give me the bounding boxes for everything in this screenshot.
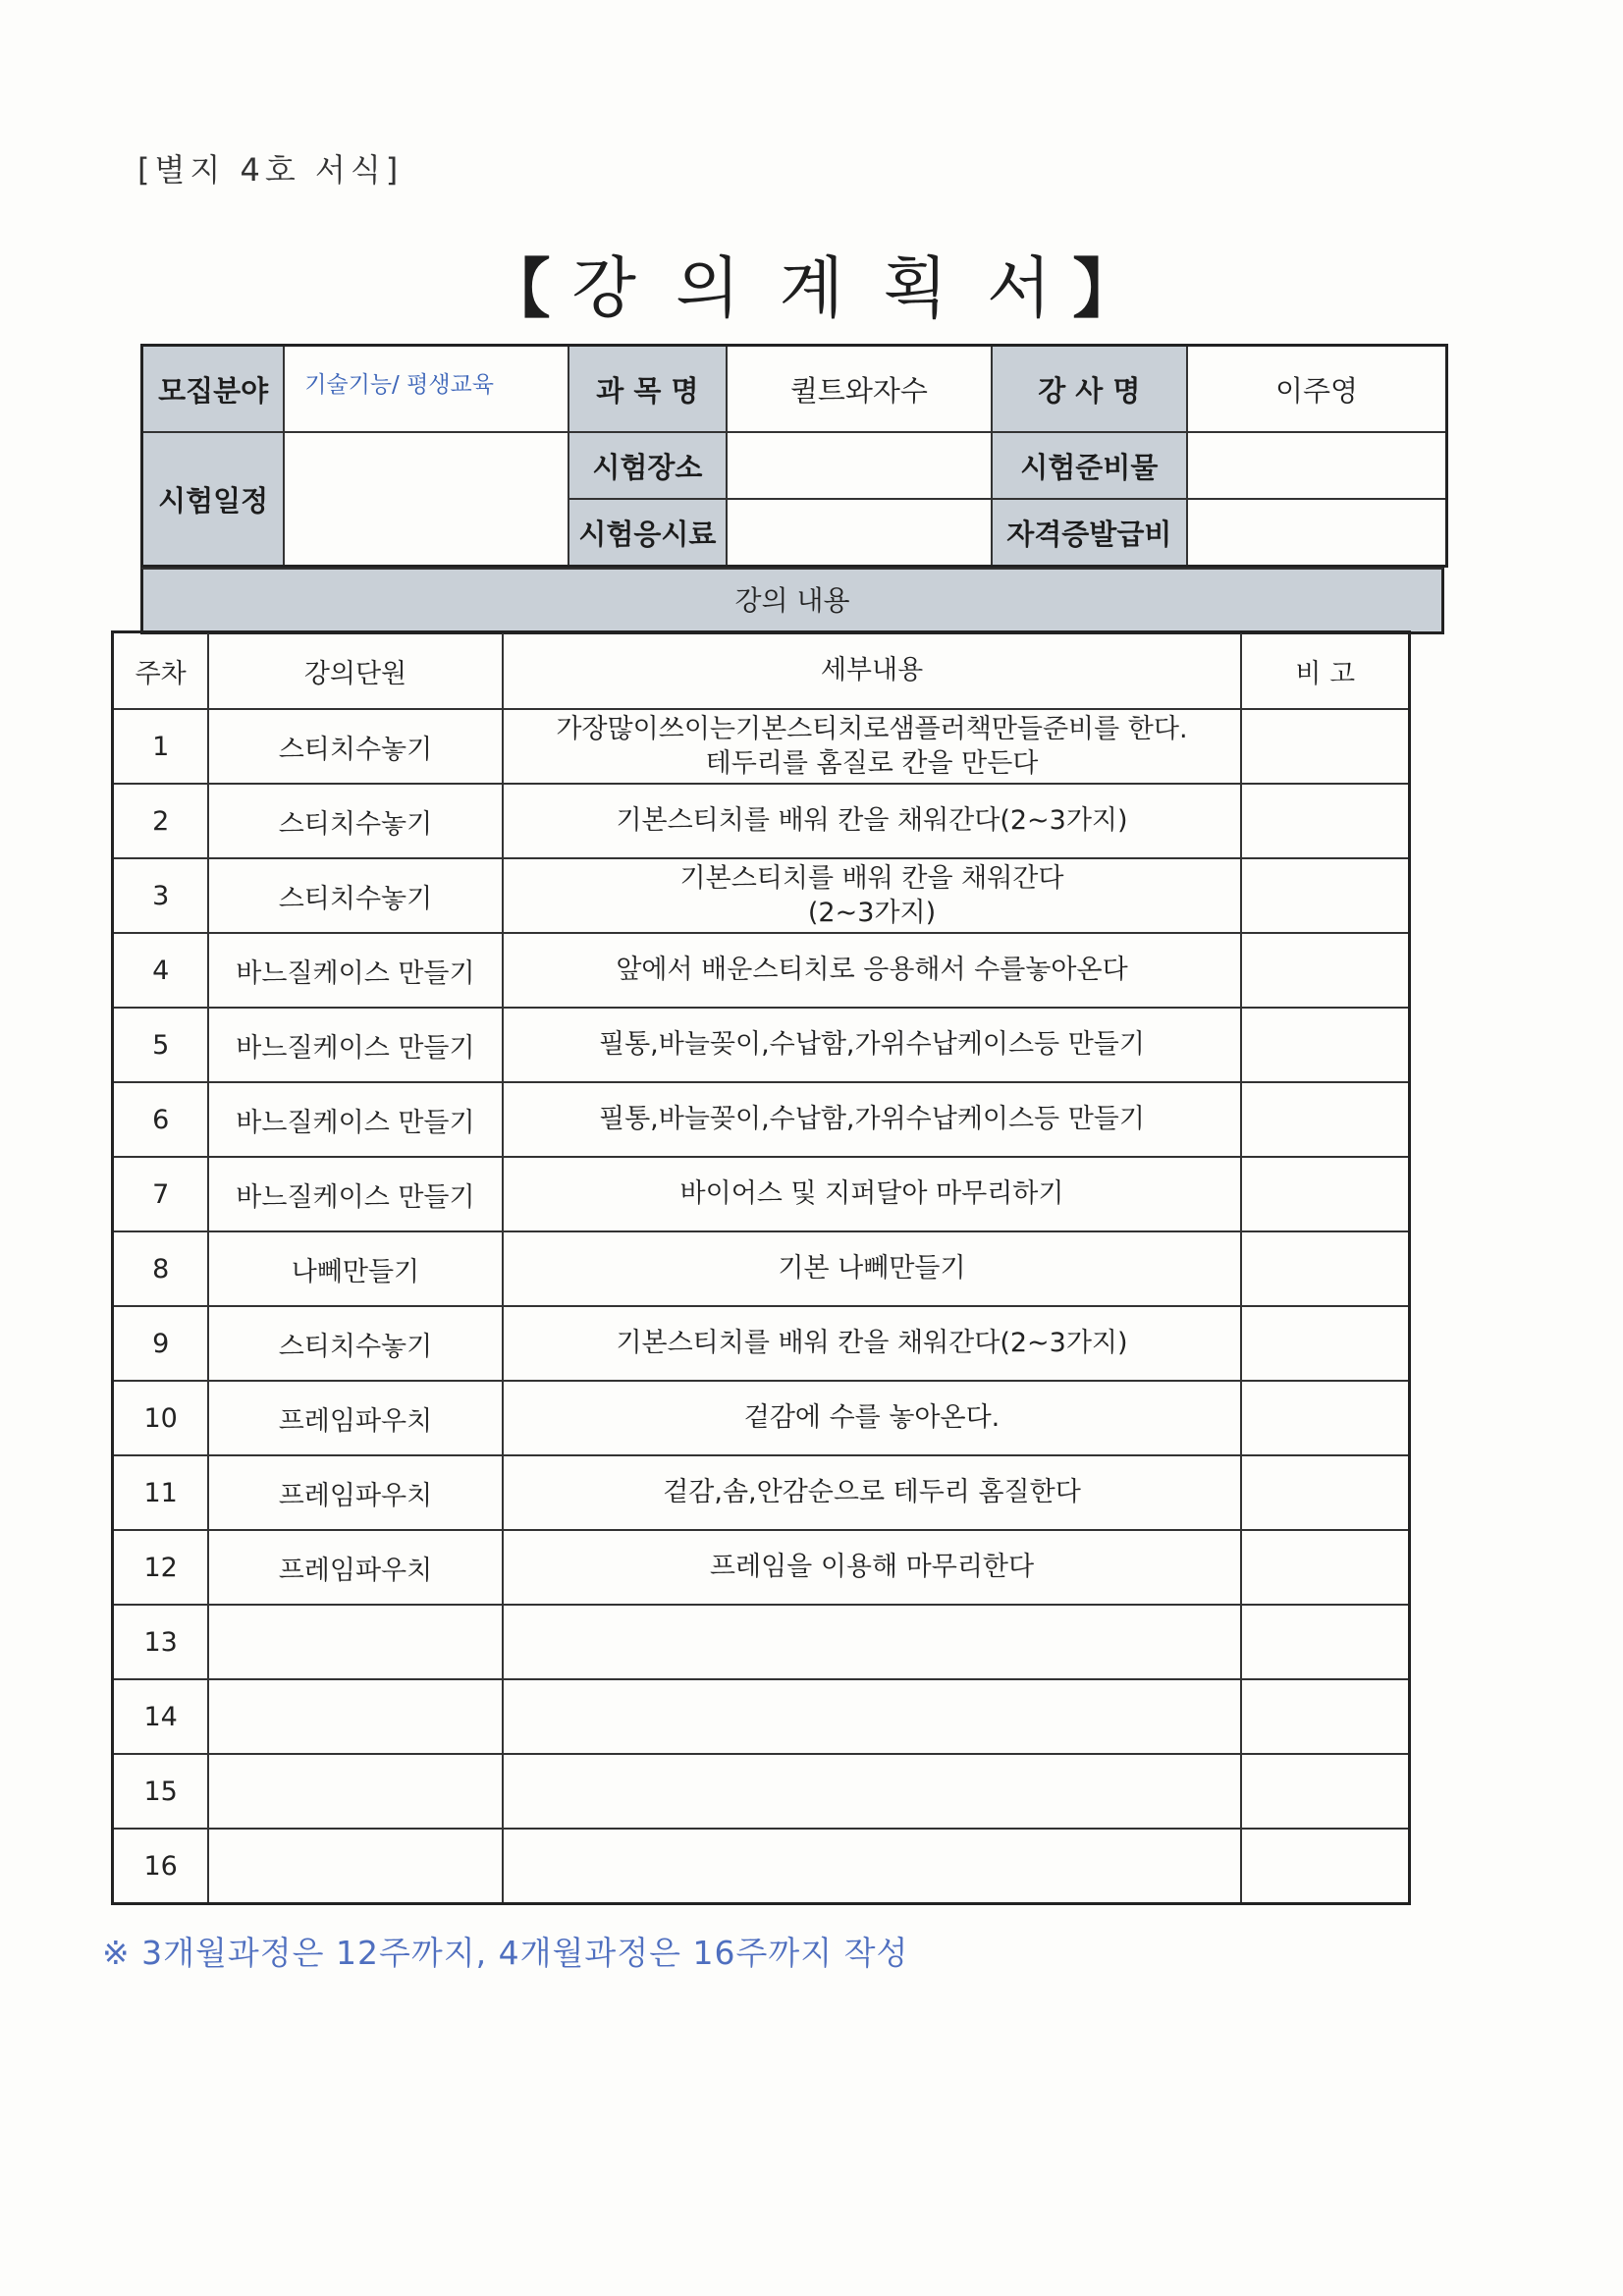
- footnote: ※ 3개월과정은 12주까지, 4개월과정은 16주까지 작성: [102, 1934, 909, 1972]
- table-row: [113, 1381, 1410, 1455]
- cert-fee-value[interactable]: [1187, 499, 1446, 567]
- exam-prep-label: 시험준비물: [992, 432, 1188, 499]
- instructor-label: 강 사 명: [992, 346, 1188, 433]
- detail-cell[interactable]: [503, 1754, 1242, 1829]
- column-header-note: 비 고: [1241, 632, 1409, 710]
- column-header-detail: 세부내용: [503, 632, 1242, 710]
- table-row: [113, 1829, 1410, 1904]
- week-cell: 7: [113, 1157, 209, 1231]
- cert-fee-label: 자격증발급비: [992, 499, 1188, 567]
- note-cell[interactable]: [1241, 1754, 1409, 1829]
- note-cell[interactable]: [1241, 1605, 1409, 1679]
- week-cell: 10: [113, 1381, 209, 1455]
- unit-cell[interactable]: 스티치수놓기: [208, 858, 502, 933]
- table-row: [113, 1306, 1410, 1381]
- section-title: 강의 내용: [140, 568, 1444, 634]
- unit-cell[interactable]: [208, 1829, 502, 1904]
- unit-cell[interactable]: [208, 1605, 502, 1679]
- week-cell: 3: [113, 858, 209, 933]
- note-cell[interactable]: [1241, 858, 1409, 933]
- detail-cell[interactable]: [503, 1679, 1242, 1754]
- unit-cell[interactable]: 바느질케이스 만들기: [208, 933, 502, 1008]
- detail-cell[interactable]: 기본스티치를 배워 칸을 채워간다(2~3가지): [503, 784, 1242, 858]
- note-cell[interactable]: [1241, 709, 1409, 784]
- week-cell: 12: [113, 1530, 209, 1605]
- unit-cell[interactable]: [208, 1754, 502, 1829]
- table-row: [113, 1157, 1410, 1231]
- title-open-bracket: 【: [485, 251, 551, 327]
- exam-prep-value[interactable]: [1187, 432, 1446, 499]
- field-value[interactable]: 기술기능/ 평생교육: [284, 346, 568, 433]
- table-row: [113, 1605, 1410, 1679]
- note-cell[interactable]: [1241, 1082, 1409, 1157]
- table-row: [113, 1231, 1410, 1306]
- note-cell[interactable]: [1241, 933, 1409, 1008]
- unit-cell[interactable]: 프레임파우치: [208, 1455, 502, 1530]
- unit-cell[interactable]: 프레임파우치: [208, 1381, 502, 1455]
- detail-cell[interactable]: 가장많이쓰이는기본스티치로샘플러책만들준비를 한다. 테두리를 홈질로 칸을 만든다: [503, 709, 1242, 784]
- week-cell: 13: [113, 1605, 209, 1679]
- table-row: [113, 709, 1410, 784]
- note-cell[interactable]: [1241, 1381, 1409, 1455]
- exam-fee-value[interactable]: [727, 499, 991, 567]
- field-label: 모집분야: [142, 346, 285, 433]
- note-cell[interactable]: [1241, 1008, 1409, 1082]
- note-cell[interactable]: [1241, 1455, 1409, 1530]
- note-cell[interactable]: [1241, 1679, 1409, 1754]
- unit-cell[interactable]: 프레임파우치: [208, 1530, 502, 1605]
- table-row: [113, 858, 1410, 933]
- subject-label: 과 목 명: [568, 346, 728, 433]
- detail-cell[interactable]: 기본스티치를 배워 칸을 채워간다(2~3가지): [503, 1306, 1242, 1381]
- detail-cell[interactable]: [503, 1605, 1242, 1679]
- note-cell[interactable]: [1241, 784, 1409, 858]
- unit-cell[interactable]: [208, 1679, 502, 1754]
- detail-cell[interactable]: 기본스티치를 배워 칸을 채워간다 (2~3가지): [503, 858, 1242, 933]
- unit-cell[interactable]: 바느질케이스 만들기: [208, 1157, 502, 1231]
- detail-cell[interactable]: 프레임을 이용해 마무리한다: [503, 1530, 1242, 1605]
- detail-cell[interactable]: 겉감,솜,안감순으로 테두리 홈질한다: [503, 1455, 1242, 1530]
- lecture-plan-table: [111, 630, 1411, 1905]
- week-cell: 5: [113, 1008, 209, 1082]
- unit-cell[interactable]: 스티치수놓기: [208, 709, 502, 784]
- subject-value[interactable]: 퀼트와자수: [727, 346, 991, 433]
- table-row: [113, 1530, 1410, 1605]
- note-cell[interactable]: [1241, 1530, 1409, 1605]
- note-cell[interactable]: [1241, 1231, 1409, 1306]
- note-cell[interactable]: [1241, 1306, 1409, 1381]
- note-cell[interactable]: [1241, 1829, 1409, 1904]
- unit-cell[interactable]: 바느질케이스 만들기: [208, 1008, 502, 1082]
- note-cell[interactable]: [1241, 1157, 1409, 1231]
- unit-cell[interactable]: 바느질케이스 만들기: [208, 1082, 502, 1157]
- detail-cell[interactable]: 앞에서 배운스티치로 응용해서 수를놓아온다: [503, 933, 1242, 1008]
- week-cell: 8: [113, 1231, 209, 1306]
- table-row: [113, 933, 1410, 1008]
- course-info-table: [140, 344, 1448, 568]
- column-header-week: 주차: [113, 632, 209, 710]
- detail-cell[interactable]: 바이어스 및 지퍼달아 마무리하기: [503, 1157, 1242, 1231]
- detail-cell[interactable]: [503, 1829, 1242, 1904]
- table-header-row: [113, 632, 1410, 710]
- detail-cell[interactable]: 겉감에 수를 놓아온다.: [503, 1381, 1242, 1455]
- exam-place-value[interactable]: [727, 432, 991, 499]
- table-row: [113, 1008, 1410, 1082]
- form-number: [별지 4호 서식]: [137, 151, 404, 189]
- detail-cell[interactable]: 기본 나뻬만들기: [503, 1231, 1242, 1306]
- exam-fee-label: 시험응시료: [568, 499, 728, 567]
- week-cell: 1: [113, 709, 209, 784]
- title-close-bracket: 】: [1072, 251, 1138, 327]
- column-header-unit: 강의단원: [208, 632, 502, 710]
- week-cell: 9: [113, 1306, 209, 1381]
- title-text: 강의계획서: [571, 250, 1091, 328]
- table-row: [113, 1679, 1410, 1754]
- exam-date-label: 시험일정: [142, 432, 285, 567]
- unit-cell[interactable]: 스티치수놓기: [208, 1306, 502, 1381]
- exam-date-value[interactable]: [284, 432, 568, 567]
- table-row: [113, 1082, 1410, 1157]
- week-cell: 6: [113, 1082, 209, 1157]
- page-title: [0, 236, 1623, 331]
- week-cell: 15: [113, 1754, 209, 1829]
- table-row: [113, 784, 1410, 858]
- week-cell: 11: [113, 1455, 209, 1530]
- unit-cell[interactable]: 스티치수놓기: [208, 784, 502, 858]
- week-cell: 4: [113, 933, 209, 1008]
- detail-cell[interactable]: 필통,바늘꽂이,수납함,가위수납케이스등 만들기: [503, 1082, 1242, 1157]
- detail-cell[interactable]: 필통,바늘꽂이,수납함,가위수납케이스등 만들기: [503, 1008, 1242, 1082]
- week-cell: 14: [113, 1679, 209, 1754]
- exam-place-label: 시험장소: [568, 432, 728, 499]
- unit-cell[interactable]: 나뻬만들기: [208, 1231, 502, 1306]
- week-cell: 16: [113, 1829, 209, 1904]
- table-row: [113, 1754, 1410, 1829]
- week-cell: 2: [113, 784, 209, 858]
- table-row: [113, 1455, 1410, 1530]
- instructor-value[interactable]: 이주영: [1187, 346, 1446, 433]
